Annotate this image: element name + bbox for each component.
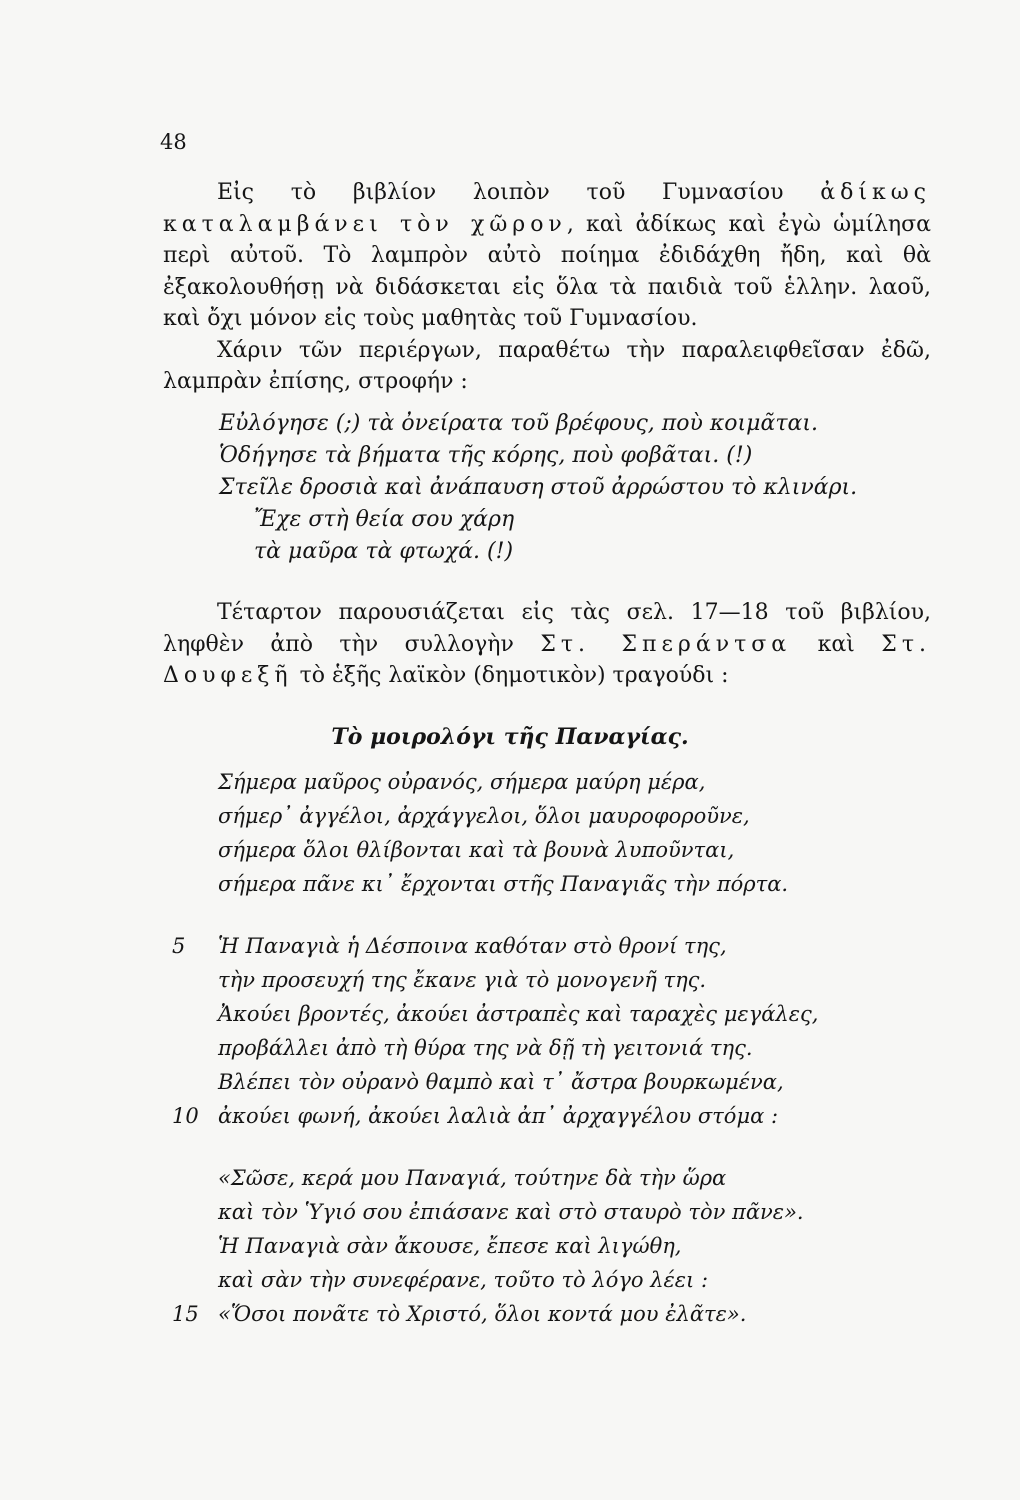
p3-spaced-a: Στ. Σπεράντσα [540, 631, 792, 657]
line-text: Ἡ Παναγιὰ ἡ Δέσποινα καθόταν στὸ θρονί της, [218, 934, 727, 958]
line-number: 15 [172, 1302, 199, 1326]
line-text: Ἀκούει βροντές, ἀκούει ἀστραπὲς καὶ ταραχὲς μεγάλες, [218, 1002, 819, 1026]
quote-line: Ἔχε στὴ θεία σου χάρη [254, 507, 515, 532]
p1-text-a: Εἰς τὸ βιβλίον λοιπὸν τοῦ Γυμνασίου [217, 180, 784, 205]
line-text: Σήμερα μαῦρος οὐρανός, σήμερα μαύρη μέρα, [218, 770, 706, 794]
poem-line [218, 997, 818, 1031]
poem-line [218, 1263, 818, 1297]
line-number: 10 [172, 1104, 199, 1128]
poem-line [172, 929, 818, 963]
poem-line [218, 963, 818, 997]
p3-text-b: καὶ [817, 631, 855, 657]
line-text: προβάλλει ἀπὸ τὴ θύρα της νὰ δῇ τὴ γειτονιά της. [218, 1036, 753, 1060]
page-number: 48 [160, 130, 187, 154]
line-text: σήμερα πᾶνε κι᾽ ἔρχονται στῆς Παναγιᾶς τὴν πόρτα. [218, 872, 789, 896]
line-text: «Ὅσοι πονᾶτε τὸ Χριστό, ὅλοι κοντά μου ἐλᾶτε». [218, 1302, 747, 1326]
p1-spaced: ἀδίκως καταλαμβάνει τὸν χῶρον [163, 180, 931, 237]
poem-title: Τὸ μοιρολόγι τῆς Παναγίας. [331, 724, 689, 750]
line-text: ἀκούει φωνή, ἀκούει λαλιὰ ἀπ᾽ ἀρχαγγέλου στόμα : [218, 1104, 779, 1128]
paragraph-1 [163, 177, 931, 398]
p3-text-c: τὸ ἑξῆς λαϊκὸν (δημοτικὸν) τραγούδι : [299, 663, 729, 688]
poem-line [218, 1065, 818, 1099]
quote-line: Στεῖλε δροσιὰ καὶ ἀνάπαυση στοῦ ἀρρώστου τὸ κλινάρι. [219, 475, 858, 500]
quote-line: τὰ μαῦρα τὰ φτωχά. (!) [254, 539, 514, 564]
poem-line [172, 1099, 818, 1133]
poem-line [218, 1031, 818, 1065]
quote-line: Ὁδήγησε τὰ βήματα τῆς κόρης, ποὺ φοβᾶται. (!) [219, 443, 753, 468]
poem-line [218, 1161, 818, 1195]
paragraph-3 [163, 597, 931, 692]
line-number: 5 [172, 934, 186, 958]
line-text: «Σῶσε, κερά μου Παναγιά, τούτηνε δὰ τὴν ὥρα [218, 1166, 727, 1190]
poem-line [218, 1229, 818, 1263]
poem-line [218, 1195, 818, 1229]
line-text: τὴν προσευχή της ἔκανε γιὰ τὸ μονογενῆ της. [218, 968, 707, 992]
poem-line [218, 799, 818, 833]
p3-text-a: Τέταρτον παρουσιάζεται εἰς τὰς σελ. 17—18 τοῦ βιβλίου, ληφθὲν ἀπὸ τὴν συλλογὴν [163, 600, 931, 657]
poem-line [218, 833, 818, 867]
poem-line [218, 765, 818, 799]
p3-spaced-b: Στ. Δουφεξῆ [163, 631, 931, 688]
poem-line [218, 867, 818, 901]
poem [172, 765, 819, 1331]
line-text: Ἡ Παναγιὰ σὰν ἄκουσε, ἔπεσε καὶ λιγώθη, [218, 1234, 682, 1258]
line-text: καὶ τὸν Ὑγιό σου ἐπιάσανε καὶ στὸ σταυρὸ τὸν πᾶνε». [218, 1200, 804, 1224]
line-text: Βλέπει τὸν οὐρανὸ θαμπὸ καὶ τ᾽ ἄστρα βουρκωμένα, [218, 1070, 784, 1094]
line-text: σήμερα ὅλοι θλίβονται καὶ τὰ βουνὰ λυποῦνται, [218, 838, 735, 862]
p1-text-b: , καὶ ἀδίκως καὶ ἐγὼ ὡμίλησα περὶ αὐτοῦ. Τὸ λαμπρὸν αὐτὸ ποίημα ἐδιδάχθη ἤδη, καὶ θὰ ἐξακολουθήσῃ νὰ διδάσκεται εἰς ὅλα τὰ παιδιὰ τοῦ ἑλλην. λαοῦ, καὶ ὄχι μόνον εἰς τοὺς μαθητὰς τοῦ Γυμνασίου. [163, 211, 931, 331]
quote-line: Εὐλόγησε (;) τὰ ὀνείρατα τοῦ βρέφους, ποὺ κοιμᾶται. [219, 411, 818, 436]
line-text: καὶ σὰν τὴν συνεφέρανε, τοῦτο τὸ λόγο λέει : [218, 1268, 709, 1292]
poem-line [172, 1297, 818, 1331]
paragraph-2: Χάριν τῶν περιέργων, παραθέτω τὴν παραλειφθεῖσαν ἐδῶ, λαμπρὰν ἐπίσης, στροφήν : [163, 337, 931, 394]
quoted-stanza [219, 408, 857, 568]
line-text: σήμερ᾽ ἀγγέλοι, ἀρχάγγελοι, ὅλοι μαυροφοροῦνε, [218, 804, 750, 828]
